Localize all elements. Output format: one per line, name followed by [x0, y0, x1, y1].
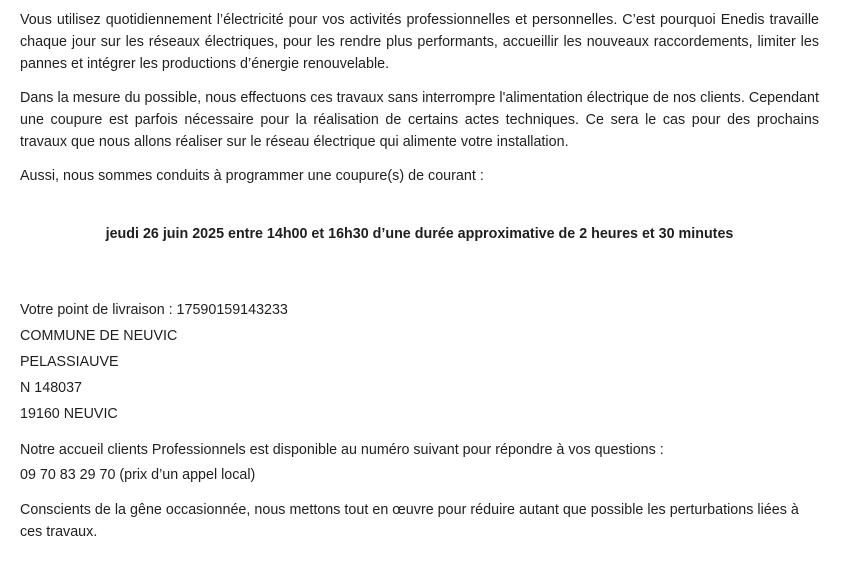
intro-paragraph: Vous utilisez quotidiennement l’électricité pour vos activités professionnelles et personnelles. C’est pourquoi Enedis travaille chaque jour sur les réseaux électriques, pour les rendre plus performants, accueillir les nouveaux raccordements, limiter les pannes et intégrer les productions d’énergie renouvelable. — [20, 12, 819, 72]
contact-block — [20, 438, 819, 488]
delivery-address-block — [20, 297, 819, 427]
address-commune: COMMUNE DE NEUVIC — [20, 328, 178, 344]
outage-date-notice: jeudi 26 juin 2025 entre 14h00 et 16h30 d’une durée approximative de 2 heures et 30 minutes — [105, 226, 734, 242]
address-postal-city: 19160 NEUVIC — [20, 406, 118, 422]
delivery-point-label: Votre point de livraison : 17590159143233 — [20, 302, 288, 318]
contact-intro: Notre accueil clients Professionnels est disponible au numéro suivant pour répondre à vos questions : — [20, 442, 664, 458]
address-street-number: N 148037 — [20, 380, 83, 396]
outage-intro-paragraph: Aussi, nous sommes conduits à programmer une coupure(s) de courant : — [20, 168, 484, 184]
contact-phone: 09 70 83 29 70 (prix d’un appel local) — [20, 467, 256, 483]
closing-paragraph: Conscients de la gêne occasionnée, nous mettons tout en œuvre pour réduire autant que possible les perturbations liées à ces travaux. — [20, 502, 799, 540]
address-locality: PELASSIAUVE — [20, 354, 119, 370]
works-paragraph: Dans la mesure du possible, nous effectuons ces travaux sans interrompre l'alimentation électrique de nos clients. Cependant une coupure est parfois nécessaire pour la réalisation de certains actes techniques. Ce sera le cas pour des prochains travaux que nous allons réaliser sur le réseau électrique qui alimente votre installation. — [20, 90, 819, 150]
